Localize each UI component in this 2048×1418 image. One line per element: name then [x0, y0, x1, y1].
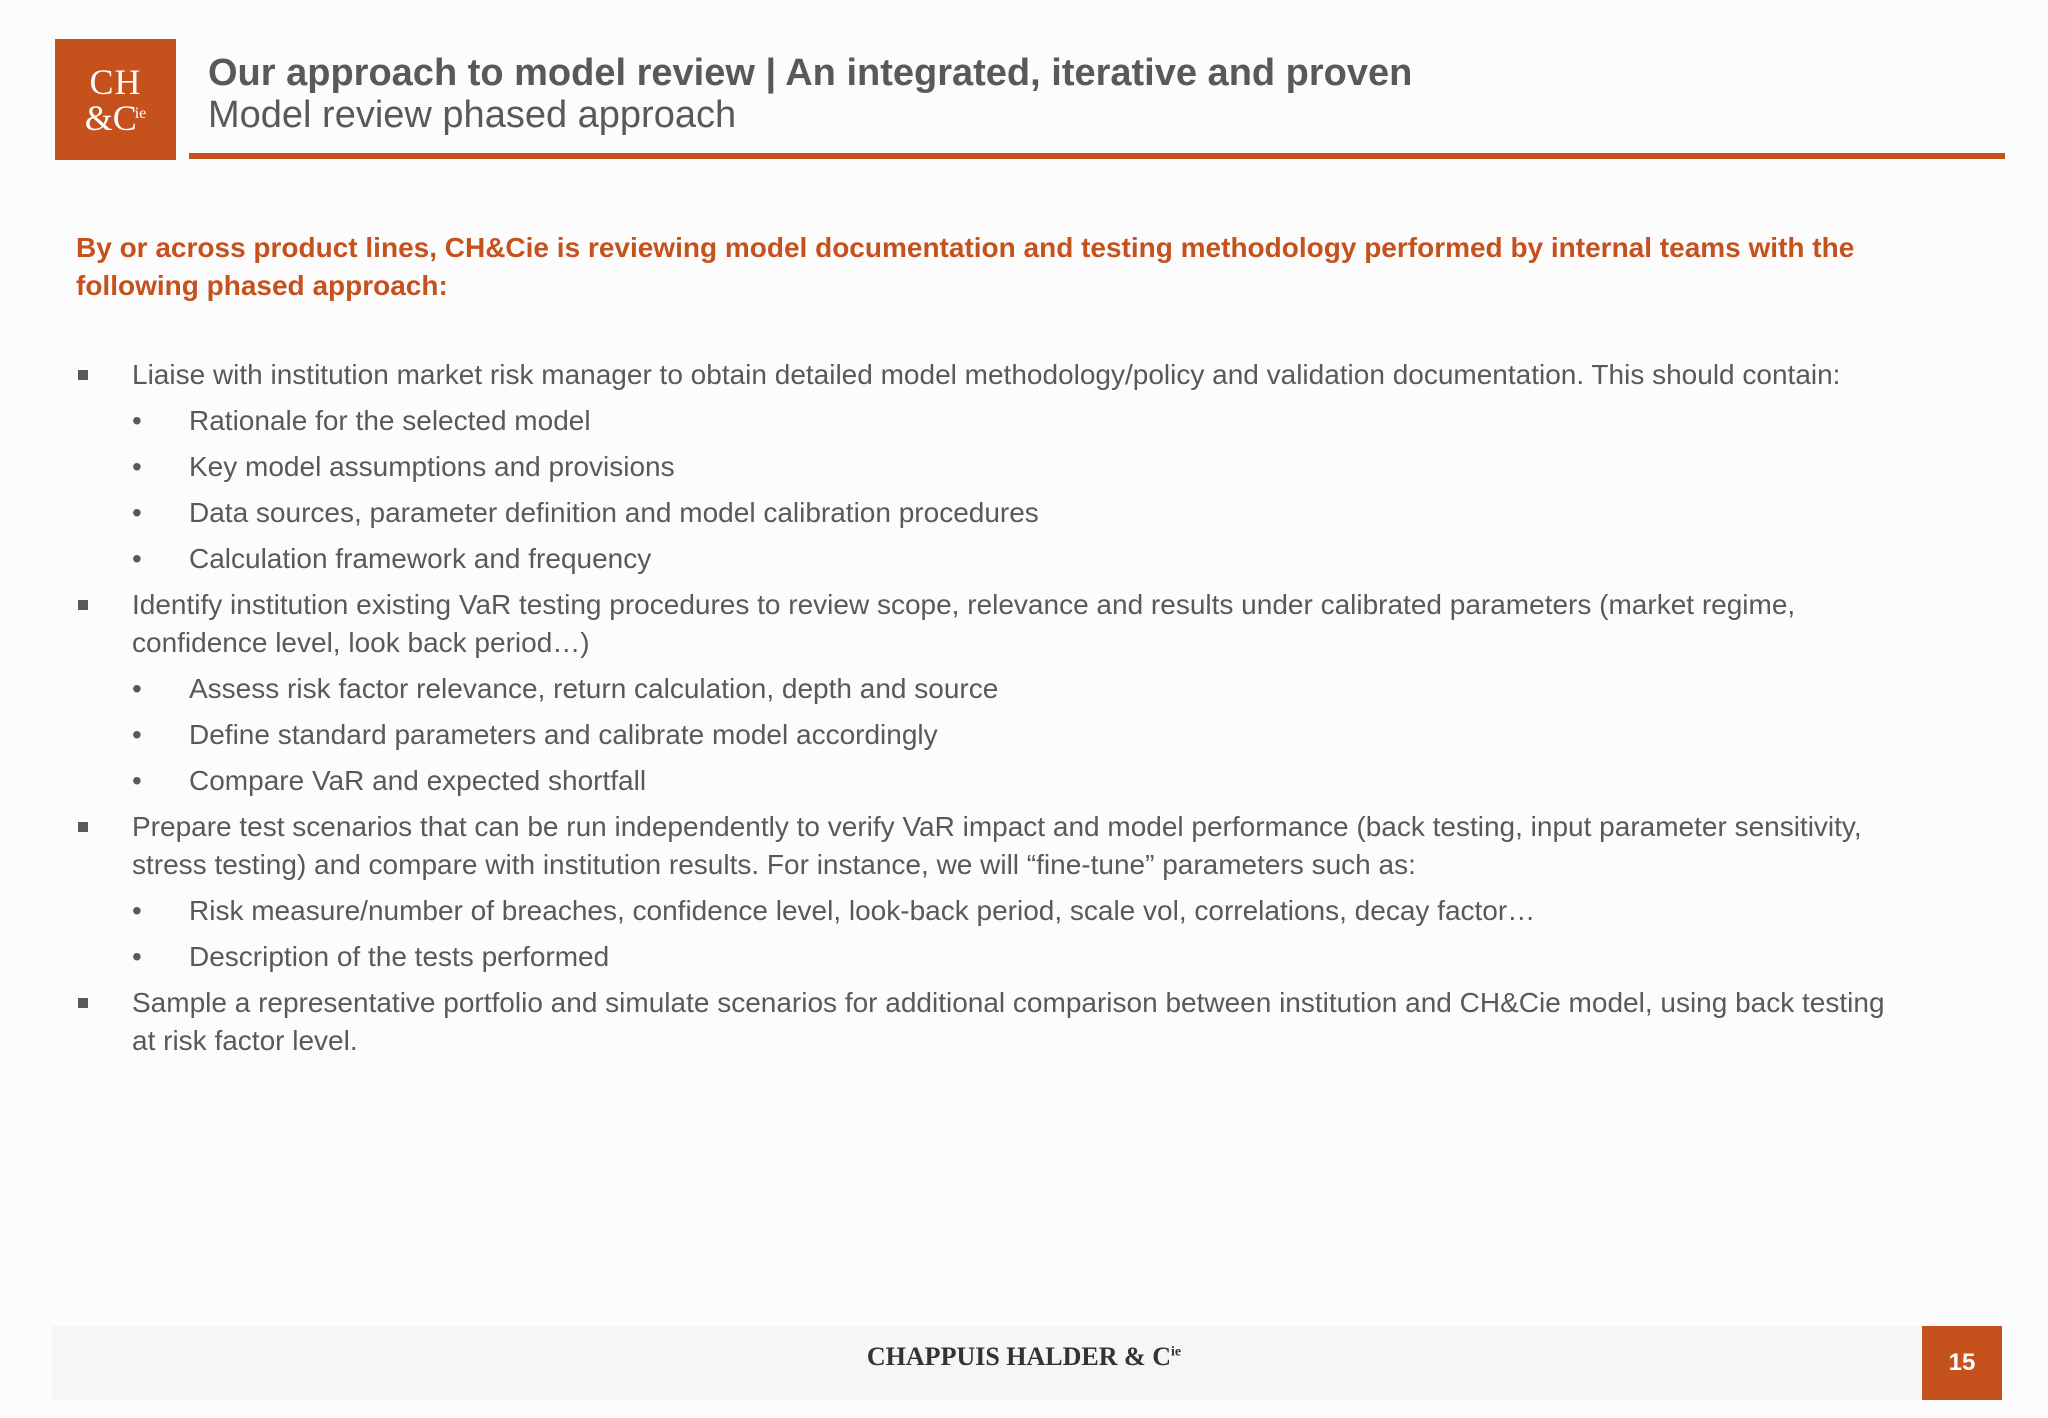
- sub-list-item-text: Rationale for the selected model: [189, 405, 591, 436]
- page-subtitle: Model review phased approach: [208, 94, 737, 136]
- sub-list: [76, 892, 1906, 976]
- list-item-text: Prepare test scenarios that can be run independently to verify VaR impact and model performance (back testing, input parameter sensitivity, stress testing) and compare with institution results. For instance, we will “fine-tune” parameters such as:: [132, 811, 1862, 880]
- list-item: [76, 356, 1906, 394]
- round-bullet-icon: •: [132, 895, 142, 926]
- sub-list-item: [76, 762, 1906, 800]
- sub-list-item-text: Assess risk factor relevance, return calculation, depth and source: [189, 673, 999, 704]
- list-item: [76, 984, 1906, 1060]
- header-divider: [189, 153, 2005, 159]
- list-item-text: Sample a representative portfolio and simulate scenarios for additional comparison between institution and CH&Cie model, using back testing at risk factor level.: [132, 987, 1885, 1056]
- list-item: [76, 586, 1906, 662]
- round-bullet-icon: •: [132, 543, 142, 574]
- intro-text: By or across product lines, CH&Cie is reviewing model documentation and testing methodology performed by internal teams with the following phased approach:: [76, 232, 1855, 301]
- sub-list-item-text: Description of the tests performed: [189, 941, 610, 972]
- round-bullet-icon: •: [132, 719, 142, 750]
- square-bullet-icon: [78, 998, 88, 1008]
- round-bullet-icon: •: [132, 941, 142, 972]
- sub-list-item-text: Key model assumptions and provisions: [189, 451, 675, 482]
- approach-list: [76, 356, 1906, 1068]
- square-bullet-icon: [78, 822, 88, 832]
- sub-list-item: [76, 938, 1906, 976]
- list-item-text: Liaise with institution market risk manager to obtain detailed model methodology/policy and validation documentation. This should contain:: [132, 359, 1841, 390]
- logo-line2: $\&C^{ie}$: [84, 97, 147, 138]
- sub-list-item: [76, 716, 1906, 754]
- round-bullet-icon: •: [132, 405, 142, 436]
- sub-list-item: [76, 448, 1906, 486]
- page-number: 15: [1922, 1326, 2002, 1400]
- sub-list-item-text: Data sources, parameter definition and model calibration procedures: [189, 497, 1039, 528]
- company-logo: [55, 39, 176, 160]
- list-item: [76, 808, 1906, 884]
- round-bullet-icon: •: [132, 673, 142, 704]
- page-title: Our approach to model review | An integrated, iterative and proven: [208, 52, 1413, 94]
- sub-list-item: [76, 892, 1906, 930]
- logo-line1: CH: [89, 61, 142, 102]
- sub-list-item-text: Calculation framework and frequency: [189, 543, 652, 574]
- square-bullet-icon: [78, 600, 88, 610]
- sub-list: [76, 670, 1906, 800]
- round-bullet-icon: •: [132, 765, 142, 796]
- sub-list-item-text: Define standard parameters and calibrate model accordingly: [189, 719, 938, 750]
- square-bullet-icon: [78, 370, 88, 380]
- round-bullet-icon: •: [132, 451, 142, 482]
- sub-list-item: [76, 540, 1906, 578]
- list-item-text: Identify institution existing VaR testing procedures to review scope, relevance and results under calibrated parameters (market regime, confidence level, look back period…): [132, 589, 1796, 658]
- sub-list-item: [76, 402, 1906, 440]
- sub-list-item: [76, 494, 1906, 532]
- footer-brand: CHAPPUIS HALDER & $C^{ie}$: [866, 1342, 1182, 1371]
- sub-list-item-text: Risk measure/number of breaches, confidence level, look-back period, scale vol, correlations, decay factor…: [189, 895, 1536, 926]
- sub-list-item: [76, 670, 1906, 708]
- sub-list-item-text: Compare VaR and expected shortfall: [189, 765, 647, 796]
- sub-list: [76, 402, 1906, 578]
- round-bullet-icon: •: [132, 497, 142, 528]
